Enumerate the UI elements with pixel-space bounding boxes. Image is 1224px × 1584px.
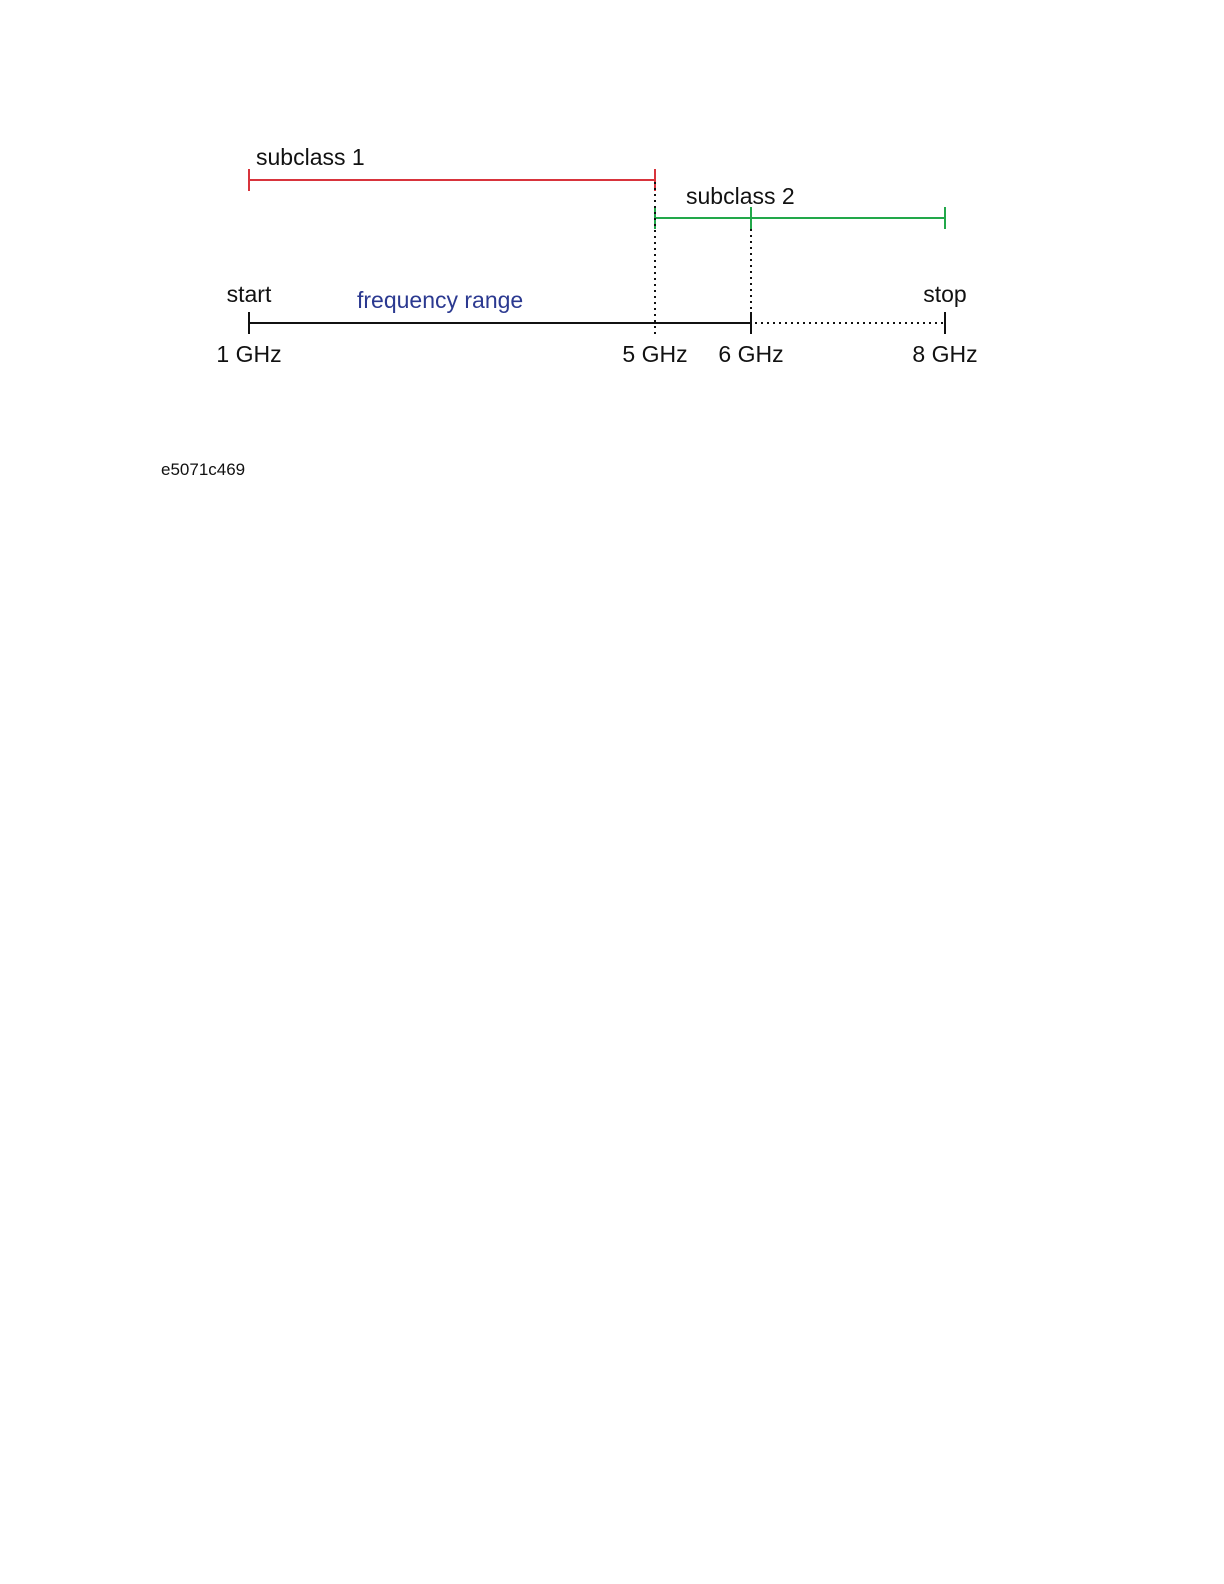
tick-label-8ghz: 8 GHz — [912, 341, 978, 367]
tick-label-5ghz: 5 GHz — [622, 341, 688, 367]
figure-id: e5071c469 — [161, 460, 246, 479]
frequency-axis — [249, 312, 945, 334]
subclass-2-label: subclass 2 — [686, 183, 795, 209]
frequency-range-diagram — [0, 0, 1224, 500]
subclass-1-bar — [249, 169, 655, 191]
stop-label: stop — [923, 281, 967, 307]
start-label: start — [226, 281, 272, 307]
tick-label-1ghz: 1 GHz — [216, 341, 282, 367]
subclass-1-label: subclass 1 — [256, 144, 365, 170]
subclass-2-bar — [655, 207, 945, 229]
tick-label-6ghz: 6 GHz — [718, 341, 784, 367]
frequency-range-label: frequency range — [357, 287, 524, 313]
